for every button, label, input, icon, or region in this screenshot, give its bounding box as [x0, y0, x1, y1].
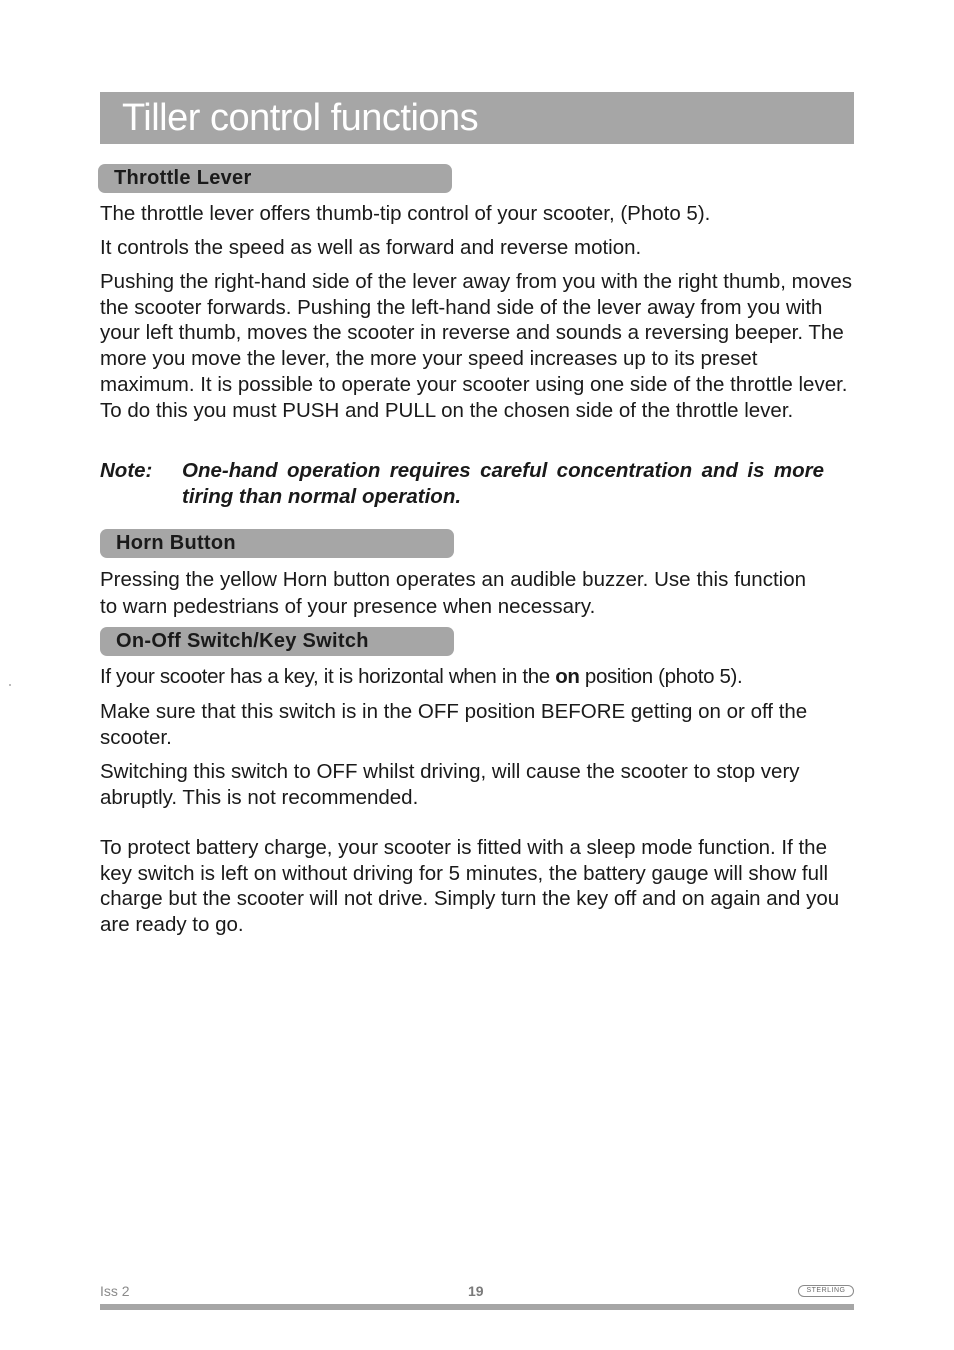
- key-line-bold: on: [555, 665, 580, 688]
- section-heading-throttle-lever: Throttle Lever: [98, 164, 452, 193]
- footer-page-number: 19: [468, 1283, 484, 1299]
- key-switch-line: [100, 664, 856, 690]
- page-title-bar: [100, 92, 854, 144]
- key-line-after: position (photo 5).: [579, 665, 743, 688]
- throttle-paragraph-1: The throttle lever offers thumb-tip control of your scooter, (Photo 5).: [100, 202, 711, 225]
- page-title: Tiller control functions: [122, 97, 479, 139]
- section-heading-horn-button: Horn Button: [100, 529, 454, 558]
- key-switch-paragraph-2: Switching this switch to OFF whilst driving, will cause the scooter to stop very abruptly. This is not recommended.: [100, 760, 800, 809]
- throttle-paragraph-3: Pushing the right-hand side of the lever away from you with the right thumb, moves the scooter forwards. Pushing the left-hand side of the lever away from you with your left thumb, moves the scooter in reverse and sounds a reversing beeper. The more you move the lever, the more your speed increases up to its preset maximum. It is possible to operate your scooter using one side of the throttle lever. To do this you must PUSH and PULL on the chosen side of the throttle lever.: [100, 270, 853, 422]
- key-line-before: If your scooter has a key, it is horizontal when in the: [100, 665, 556, 688]
- sterling-logo: STERLING: [798, 1285, 854, 1297]
- note-text: One-hand operation requires careful concentration and is more tiring than normal operation.: [182, 459, 824, 508]
- footer-rule: [100, 1304, 854, 1310]
- scan-speck: [9, 684, 11, 686]
- sleep-mode-paragraph: To protect battery charge, your scooter is fitted with a sleep mode function. If the key switch is left on without driving for 5 minutes, the battery gauge will show full charge but the scooter will not drive. Simply turn the key off and on again and you are ready to go.: [100, 836, 840, 937]
- key-switch-paragraph-1: Make sure that this switch is in the OFF position BEFORE getting on or off the scooter.: [100, 700, 808, 749]
- throttle-paragraph-2: It controls the speed as well as forward and reverse motion.: [100, 236, 642, 259]
- note-label: Note:: [100, 459, 153, 482]
- section-heading-key-switch: On-Off Switch/Key Switch: [100, 627, 454, 656]
- footer-issue: Iss 2: [100, 1283, 130, 1299]
- horn-paragraph-1: Pressing the yellow Horn button operates an audible buzzer. Use this function to warn pedestrians of your presence when necessary.: [100, 568, 806, 618]
